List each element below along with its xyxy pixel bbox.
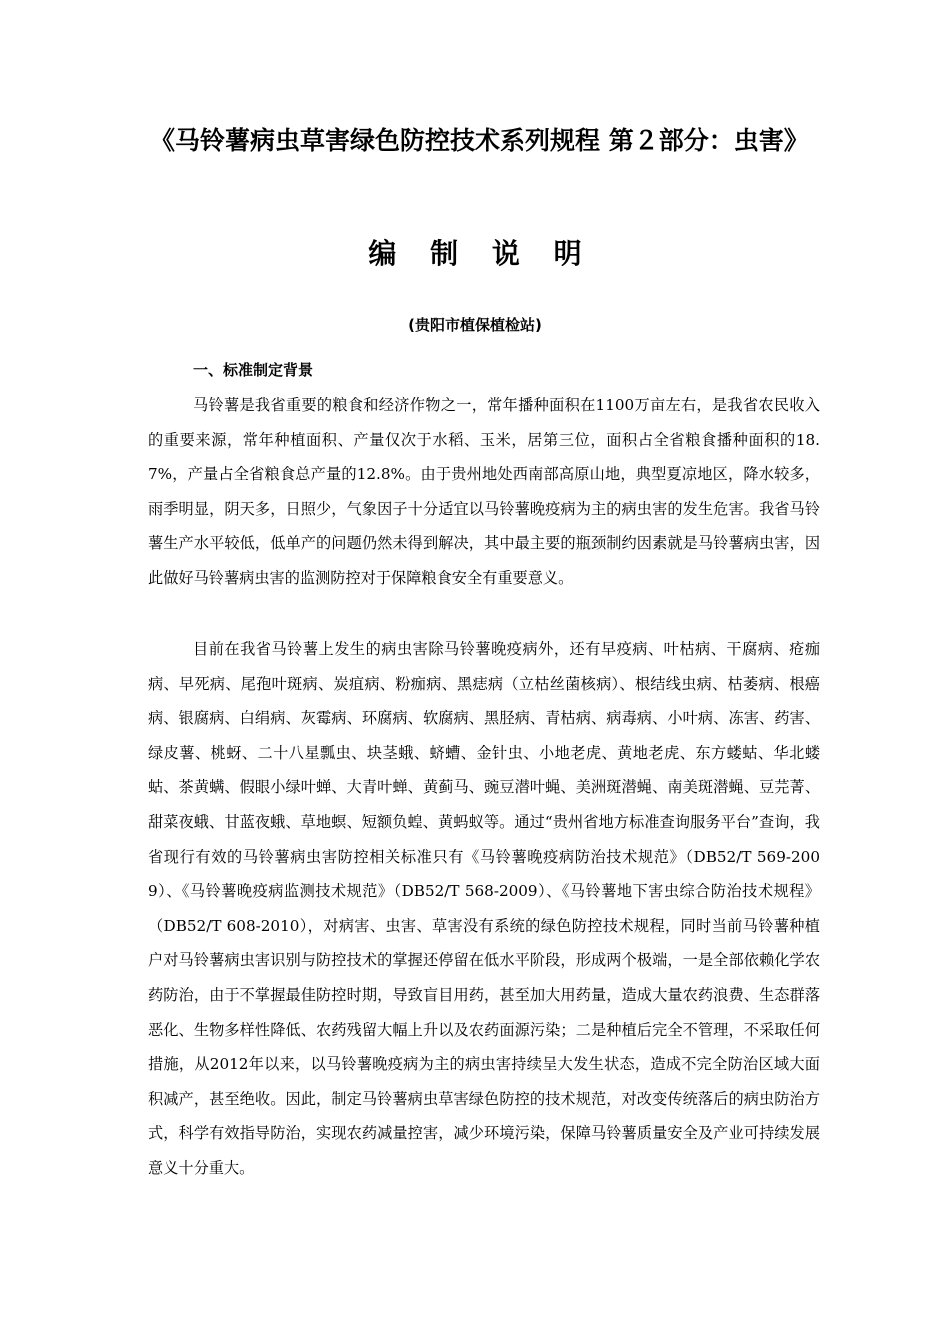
section-heading: 一、标准制定背景 (193, 361, 314, 379)
organization-name: (贵阳市植保植检站) (408, 316, 542, 334)
body-paragraph: 马铃薯是我省重要的粮食和经济作物之一，常年播种面积在1100万亩左右，是我省农民收入的重要来源，常年种植面积、产量仅次于水稻、玉米，居第三位，面积占全省粮食播种面积的18.7%，产量占全省粮食总产量的12.8%。由于贵州地处西南部高原山地，典型夏凉地区，降水较多，雨季明显，阴天多，日照少，气象因子十分适宜以马铃薯晚疫病为主的病虫害的发生危害。我省马铃薯生产水平较低，低单产的问题仍然未得到解决，其中最主要的瓶颈制约因素就是马铃薯病虫害，因此做好马铃薯病虫害的监测防控对于保障粮食安全有重要意义。 (148, 396, 820, 587)
document-title: 《马铃薯病虫草害绿色防控技术系列规程 第２部分：虫害》 (150, 126, 809, 155)
body-paragraph: 目前在我省马铃薯上发生的病虫害除马铃薯晚疫病外，还有早疫病、叶枯病、干腐病、疮痂病、早死病、尾孢叶斑病、炭疽病、粉痂病、黑痣病（立枯丝菌核病）、根结线虫病、枯萎病、根癌病、银腐病、白绢病、灰霉病、环腐病、软腐病、黑胫病、青枯病、病毒病、小叶病、冻害、药害、绿皮薯、桃蚜、二十八星瓢虫、块茎蛾、蛴螬、金针虫、小地老虎、黄地老虎、东方蝼蛄、华北蝼蛄、茶黄螨、假眼小绿叶蝉、大青叶蝉、黄蓟马、豌豆潜叶蝇、美洲斑潜蝇、南美斑潜蝇、豆芫菁、甜菜夜蛾、甘蓝夜蛾、草地螟、短额负蝗、黄蚂蚁等。通过“贵州省地方标准查询服务平台”查询，我省现行有效的马铃薯病虫害防控相关标准只有《马铃薯晚疫病防治技术规范》（DB52/T 569-2009）、《马铃薯晚疫病监测技术规范》（DB52/T 568-2009）、《马铃薯地下害虫综合防治技术规程》（DB52/T 608-2010），对病害、虫害、草害没有系统的绿色防控技术规程，同时当前马铃薯种植户对马铃薯病虫害识别与防控技术的掌握还停留在低水平阶段，形成两个极端，一是全部依赖化学农药防治，由于不掌握最佳防控时期，导致盲目用药，甚至加大用药量，造成大量农药浪费、生态群落恶化、生物多样性降低、农药残留大幅上升以及农药面源污染；二是种植后完全不管理，不采取任何措施，从2012年以来，以马铃薯晚疫病为主的病虫害持续呈大发生状态，造成不完全防治区域大面积减产，甚至绝收。因此，制定马铃薯病虫草害绿色防控的技术规范，对改变传统落后的病虫防治方式，科学有效指导防治，实现农药减量控害，减少环境污染，保障马铃薯质量安全及产业可持续发展意义十分重大。 (148, 640, 820, 1177)
document-subtitle: 编 制 说 明 (368, 237, 594, 270)
